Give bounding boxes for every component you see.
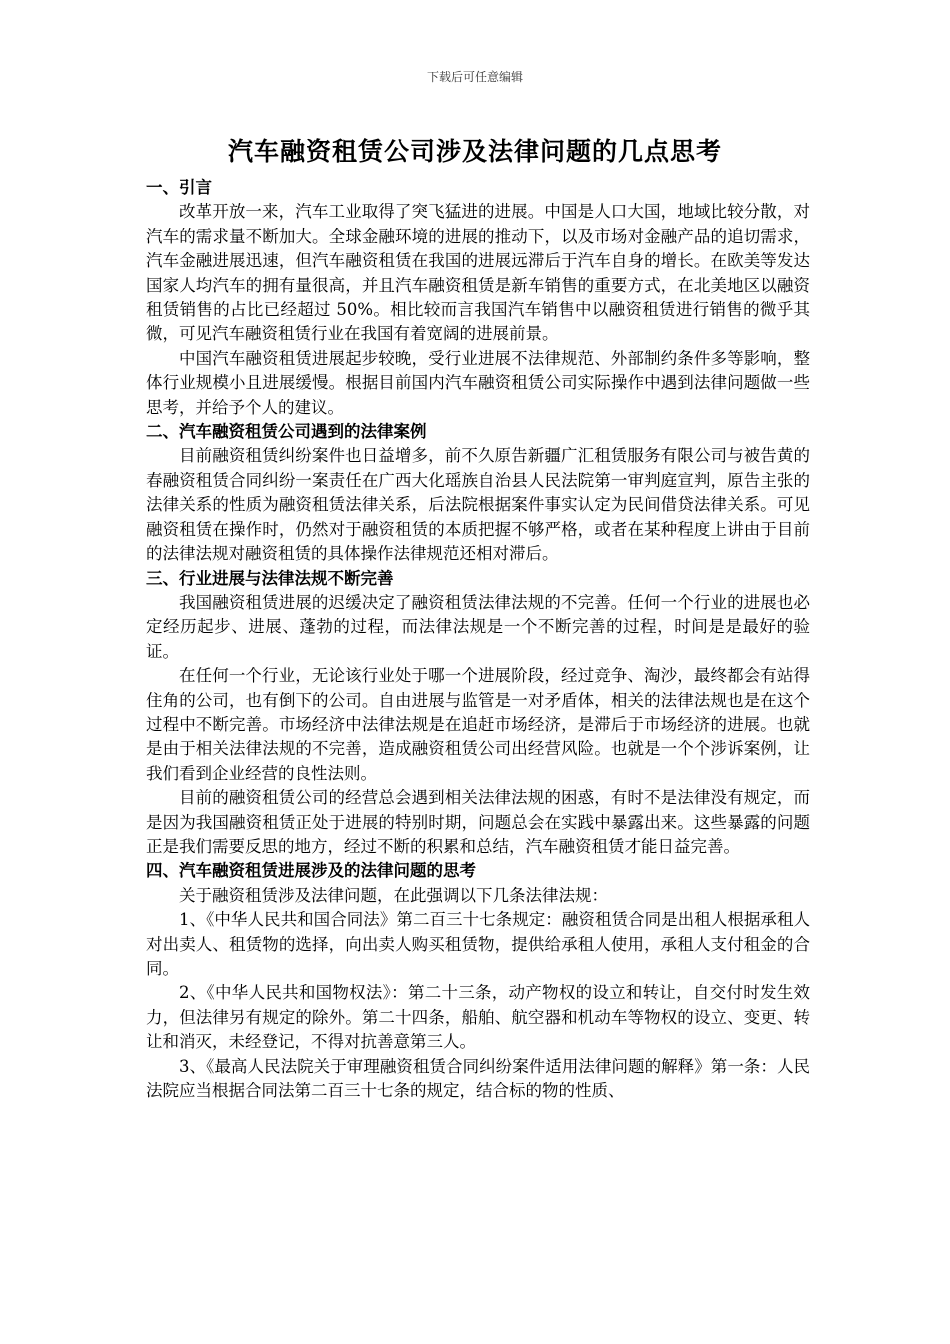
header-note: 下载后可任意编辑 <box>426 70 523 84</box>
paragraph: 1、《中华人民共和国合同法》第二百三十七条规定：融资租赁合同是出租人根据承租人对出卖人、租赁物的选择，向出卖人购买租赁物，提供给承租人使用，承租人支付租金的合同。 <box>146 910 810 978</box>
section-heading-intro: 一、引言 <box>146 178 212 197</box>
paragraph: 我国融资租赁进展的迟缓决定了融资租赁法律法规的不完善。任何一个行业的进展也必定经历起步、进展、蓬勃的过程，而法律法规是一个不断完善的过程，时间是是最好的验证。 <box>146 592 810 661</box>
paragraph: 中国汽车融资租赁进展起步较晚，受行业进展不法律规范、外部制约条件多等影响，整体行业规模小且进展缓慢。根据目前国内汽车融资租赁公司实际操作中遇到法律问题做一些思考，并给予个人的建议。 <box>146 348 810 417</box>
document-title: 汽车融资租赁公司涉及法律问题的几点思考 <box>227 137 722 166</box>
paragraph: 改革开放一来，汽车工业取得了突飞猛进的进展。中国是人口大国，地域比较分散，对汽车的需求量不断加大。全球金融环境的进展的推动下，以及市场对金融产品的追切需求，汽车金融进展迅速，但汽车融资租赁在我国的进展远滞后于汽车自身的增长。在欧美等发达国家人均汽车的拥有量很高，并且汽车融资租赁是新车销售的重要方式，在北美地区以融资租赁销售的占比已经超过 50%。相比较而言我国汽车销售中以融资租赁进行销售的微乎其微，可见汽车融资租赁行业在我国有着宽阔的进展前景。 <box>146 202 810 344</box>
section-heading-industry-regulation: 三、行业进展与法律法规不断完善 <box>146 568 394 588</box>
section-heading-legal-issues: 四、汽车融资租赁进展涉及的法律问题的思考 <box>146 861 476 881</box>
paragraph: 关于融资租赁涉及法律问题，在此强调以下几条法律法规： <box>179 885 608 905</box>
paragraph: 2、《中华人民共和国物权法》：第二十三条，动产物权的设立和转让，自交付时发生效力，但法律另有规定的除外。第二十四条，船舶、航空器和机动车等物权的设立、变更、转让和消灭，未经登记，不得对抗善意第三人。 <box>146 983 810 1052</box>
document-body <box>146 176 810 1103</box>
paragraph: 目前的融资租赁公司的经营总会遇到相关法律法规的困惑，有时不是法律没有规定，而是因为我国融资租赁正处于进展的特别时期，问题总会在实践中暴露出来。这些暴露的问题正是我们需要反思的地方，经过不断的积累和总结，汽车融资租赁才能日益完善。 <box>146 788 810 856</box>
section-heading-legal-cases: 二、汽车融资租赁公司遇到的法律案例 <box>146 422 427 442</box>
paragraph: 3、《最高人民法院关于审理融资租赁合同纠纷案件适用法律问题的解释》第一条：人民法院应当根据合同法第二百三十七条的规定，结合标的物的性质、 <box>146 1056 810 1101</box>
paragraph: 在任何一个行业，无论该行业处于哪一个进展阶段，经过竞争、淘沙，最终都会有站得住角的公司，也有倒下的公司。自由进展与监管是一对矛盾体，相关的法律法规也是在这个过程中不断完善。市场经济中法律法规是在追赶市场经济，是滞后于市场经济的进展。也就是由于相关法律法规的不完善，造成融资租赁公司出经营风险。也就是一个个涉诉案例，让我们看到企业经营的良性法则。 <box>146 666 810 783</box>
paragraph: 目前融资租赁纠纷案件也日益增多，前不久原告新疆广汇租赁服务有限公司与被告黄的春融资租赁合同纠纷一案责任在广西大化瑶族自治县人民法院第一审判庭宣判，原告主张的法律关系的性质为融资租赁法律关系，后法院根据案件事实认定为民间借贷法律关系。可见融资租赁在操作时，仍然对于融资租赁的本质把握不够严格，或者在某种程度上讲由于目前的法律法规对融资租赁的具体操作法律规范还相对滞后。 <box>146 446 810 564</box>
